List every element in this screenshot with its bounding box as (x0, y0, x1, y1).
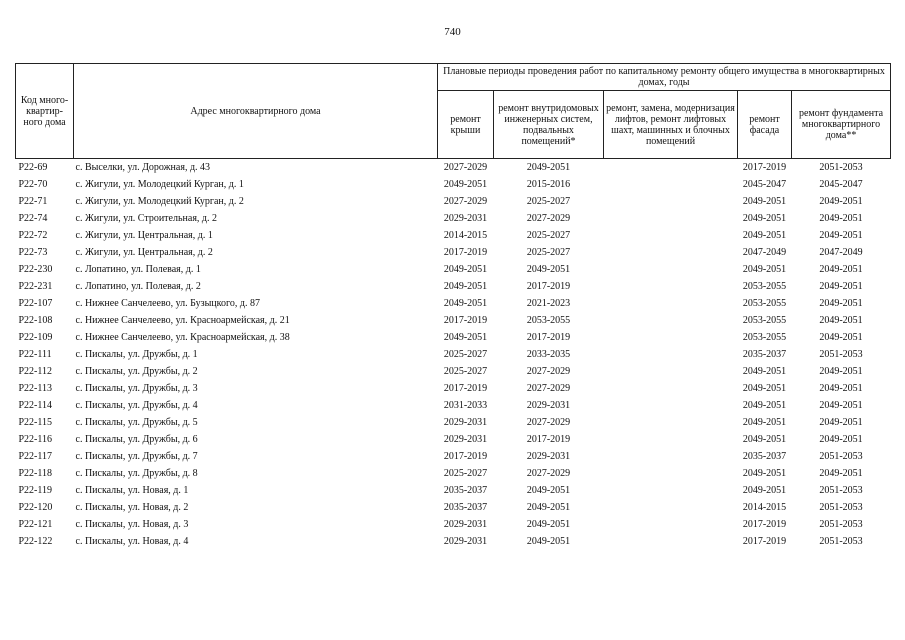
cell-address: с. Нижнее Санчелеево, ул. Красноармейская, д. 38 (75, 332, 290, 343)
cell-lifts-period (604, 261, 738, 278)
cell-facade-period: 2053-2055 (742, 332, 787, 343)
cell-building-code: Р22-70 (18, 179, 48, 190)
cell-lifts-period (604, 414, 738, 431)
cell-facade-period: 2053-2055 (742, 298, 787, 309)
header-planned-periods-group: Плановые периоды проведения работ по капитальному ремонту общего имущества в многоквартирных домах, годы (438, 64, 891, 91)
cell-building-code: Р22-231 (18, 281, 53, 292)
cell-foundation-period: 2049-2051 (819, 332, 863, 343)
table-row (16, 380, 891, 397)
cell-roof-period: 2029-2031 (443, 213, 488, 224)
cell-facade-period: 2053-2055 (742, 281, 787, 292)
cell-facade-period: 2049-2051 (742, 196, 787, 207)
cell-roof-period: 2025-2027 (443, 468, 488, 479)
cell-roof-period: 2025-2027 (443, 366, 488, 377)
cell-engineering-period: 2017-2019 (526, 332, 571, 343)
header-building-code: Код много-квартир-ного дома (16, 64, 74, 159)
cell-lifts-period (604, 499, 738, 516)
cell-roof-period: 2029-2031 (443, 417, 488, 428)
cell-foundation-period: 2049-2051 (819, 400, 863, 411)
cell-engineering-period: 2021-2023 (526, 298, 571, 309)
table-row (16, 431, 891, 448)
cell-building-code: Р22-111 (18, 349, 52, 360)
cell-lifts-period (604, 516, 738, 533)
cell-building-code: Р22-119 (18, 485, 53, 496)
cell-facade-period: 2045-2047 (742, 179, 787, 190)
cell-lifts-period (604, 465, 738, 482)
cell-address: с. Жигули, ул. Центральная, д. 2 (75, 247, 213, 258)
cell-address: с. Пискалы, ул. Новая, д. 2 (75, 502, 189, 513)
cell-facade-period: 2014-2015 (742, 502, 787, 513)
cell-foundation-period: 2049-2051 (819, 264, 863, 275)
table-row (16, 176, 891, 193)
cell-address: с. Жигули, ул. Молодецкий Курган, д. 1 (75, 179, 244, 190)
page-number: 740 (444, 26, 461, 38)
cell-engineering-period: 2049-2051 (526, 502, 571, 513)
cell-lifts-period (604, 397, 738, 414)
cell-lifts-period (604, 159, 738, 177)
cell-foundation-period: 2049-2051 (819, 230, 863, 241)
cell-roof-period: 2035-2037 (443, 502, 488, 513)
cell-facade-period: 2049-2051 (742, 417, 787, 428)
cell-foundation-period: 2049-2051 (819, 281, 863, 292)
cell-foundation-period: 2049-2051 (819, 383, 863, 394)
table-row (16, 210, 891, 227)
cell-roof-period: 2049-2051 (443, 281, 488, 292)
cell-lifts-period (604, 431, 738, 448)
cell-roof-period: 2017-2019 (443, 451, 488, 462)
cell-facade-period: 2049-2051 (742, 434, 787, 445)
table-row (16, 533, 891, 550)
cell-engineering-period: 2027-2029 (526, 366, 571, 377)
cell-address: с. Пискалы, ул. Дружбы, д. 8 (75, 468, 198, 479)
table-row (16, 329, 891, 346)
cell-roof-period: 2027-2029 (443, 196, 488, 207)
header-lift-repair: ремонт, замена, модернизация лифтов, ремонт лифтовых шахт, машинных и блочных помещений (604, 91, 738, 159)
cell-facade-period: 2047-2049 (742, 247, 787, 258)
cell-roof-period: 2029-2031 (443, 519, 488, 530)
cell-foundation-period: 2049-2051 (819, 468, 863, 479)
cell-facade-period: 2035-2037 (742, 451, 787, 462)
cell-lifts-period (604, 329, 738, 346)
cell-lifts-period (604, 210, 738, 227)
header-facade-repair: ремонт фасада (738, 91, 792, 159)
cell-address: с. Пискалы, ул. Дружбы, д. 1 (75, 349, 198, 360)
cell-engineering-period: 2049-2051 (526, 519, 571, 530)
cell-building-code: Р22-116 (18, 434, 53, 445)
cell-lifts-period (604, 244, 738, 261)
cell-engineering-period: 2027-2029 (526, 383, 571, 394)
cell-building-code: Р22-121 (18, 519, 53, 530)
cell-foundation-period: 2051-2053 (792, 159, 891, 177)
cell-roof-period: 2014-2015 (443, 230, 488, 241)
cell-engineering-period: 2033-2035 (526, 349, 571, 360)
cell-lifts-period (604, 363, 738, 380)
cell-building-code: Р22-114 (18, 400, 53, 411)
cell-roof-period: 2049-2051 (443, 298, 488, 309)
header-engineering-systems-repair: ремонт внутридомовых инженерных систем, подвальных помещений* (494, 91, 604, 159)
cell-facade-period: 2049-2051 (742, 230, 787, 241)
cell-address: с. Пискалы, ул. Дружбы, д. 7 (75, 451, 198, 462)
cell-lifts-period (604, 312, 738, 329)
cell-facade-period: 2035-2037 (742, 349, 787, 360)
cell-address: с. Жигули, ул. Строительная, д. 2 (75, 213, 218, 224)
cell-roof-period: 2025-2027 (443, 349, 488, 360)
cell-address: с. Пискалы, ул. Дружбы, д. 5 (75, 417, 198, 428)
cell-foundation-period: 2051-2053 (819, 536, 863, 547)
cell-foundation-period: 2051-2053 (819, 485, 863, 496)
cell-roof-period: 2017-2019 (443, 383, 488, 394)
cell-building-code: Р22-120 (18, 502, 53, 513)
table-row (16, 397, 891, 414)
cell-address: с. Жигули, ул. Центральная, д. 1 (75, 230, 213, 241)
cell-address: с. Лопатино, ул. Полевая, д. 2 (75, 281, 201, 292)
cell-roof-period: 2049-2051 (443, 332, 488, 343)
cell-lifts-period (604, 295, 738, 312)
cell-roof-period: 2049-2051 (443, 264, 488, 275)
cell-building-code: Р22-115 (18, 417, 53, 428)
table-row (16, 346, 891, 363)
cell-facade-period: 2049-2051 (742, 366, 787, 377)
table-row (16, 261, 891, 278)
cell-building-code: Р22-118 (18, 468, 53, 479)
cell-engineering-period: 2017-2019 (526, 281, 571, 292)
cell-facade-period: 2049-2051 (742, 264, 787, 275)
cell-foundation-period: 2049-2051 (819, 298, 863, 309)
header-address: Адрес многоквартирного дома (74, 64, 438, 159)
cell-building-code: Р22-113 (18, 383, 53, 394)
cell-foundation-period: 2051-2053 (819, 349, 863, 360)
cell-building-code: Р22-74 (18, 213, 48, 224)
cell-engineering-period: 2015-2016 (526, 179, 571, 190)
cell-building-code: Р22-108 (18, 315, 53, 326)
table-row (16, 448, 891, 465)
cell-lifts-period (604, 227, 738, 244)
cell-engineering-period: 2029-2031 (526, 451, 571, 462)
cell-engineering-period: 2049-2051 (494, 159, 604, 177)
cell-lifts-period (604, 278, 738, 295)
cell-engineering-period: 2025-2027 (526, 196, 571, 207)
cell-foundation-period: 2047-2049 (819, 247, 863, 258)
cell-foundation-period: 2049-2051 (819, 213, 863, 224)
cell-lifts-period (604, 193, 738, 210)
cell-address: с. Пискалы, ул. Дружбы, д. 4 (75, 400, 198, 411)
cell-roof-period: 2029-2031 (443, 536, 488, 547)
cell-roof-period: 2035-2037 (443, 485, 488, 496)
cell-building-code: Р22-72 (18, 230, 48, 241)
table-row (16, 482, 891, 499)
cell-building-code: Р22-73 (18, 247, 48, 258)
cell-engineering-period: 2049-2051 (526, 264, 571, 275)
header-roof-repair: ремонт крыши (438, 91, 494, 159)
cell-engineering-period: 2049-2051 (526, 485, 571, 496)
cell-building-code: Р22-69 (16, 159, 74, 177)
cell-engineering-period: 2027-2029 (526, 468, 571, 479)
table-row (16, 278, 891, 295)
table-row (16, 414, 891, 431)
cell-lifts-period (604, 482, 738, 499)
cell-facade-period: 2017-2019 (738, 159, 792, 177)
cell-address: с. Нижнее Санчелеево, ул. Красноармейская, д. 21 (75, 315, 290, 326)
cell-facade-period: 2017-2019 (742, 519, 787, 530)
cell-building-code: Р22-71 (18, 196, 48, 207)
cell-foundation-period: 2049-2051 (819, 315, 863, 326)
cell-facade-period: 2053-2055 (742, 315, 787, 326)
cell-building-code: Р22-107 (18, 298, 53, 309)
cell-lifts-period (604, 448, 738, 465)
cell-foundation-period: 2049-2051 (819, 366, 863, 377)
cell-facade-period: 2049-2051 (742, 213, 787, 224)
table-row (16, 244, 891, 261)
table-row (16, 465, 891, 482)
cell-foundation-period: 2051-2053 (819, 502, 863, 513)
cell-lifts-period (604, 533, 738, 550)
cell-facade-period: 2049-2051 (742, 468, 787, 479)
cell-address: с. Пискалы, ул. Новая, д. 1 (75, 485, 189, 496)
cell-building-code: Р22-112 (18, 366, 53, 377)
cell-facade-period: 2049-2051 (742, 383, 787, 394)
table-row (16, 159, 891, 177)
cell-building-code: Р22-117 (18, 451, 53, 462)
cell-building-code: Р22-109 (18, 332, 53, 343)
cell-foundation-period: 2049-2051 (819, 434, 863, 445)
cell-roof-period: 2017-2019 (443, 315, 488, 326)
cell-engineering-period: 2049-2051 (526, 536, 571, 547)
table-row (16, 363, 891, 380)
cell-engineering-period: 2025-2027 (526, 247, 571, 258)
cell-engineering-period: 2017-2019 (526, 434, 571, 445)
cell-roof-period: 2031-2033 (443, 400, 488, 411)
table-row (16, 499, 891, 516)
cell-engineering-period: 2027-2029 (526, 213, 571, 224)
cell-facade-period: 2017-2019 (742, 536, 787, 547)
cell-address: с. Пискалы, ул. Дружбы, д. 2 (75, 366, 198, 377)
table-row (16, 227, 891, 244)
cell-facade-period: 2049-2051 (742, 485, 787, 496)
table-row (16, 193, 891, 210)
header-foundation-repair: ремонт фундамента многоквартирного дома** (792, 91, 891, 159)
cell-engineering-period: 2025-2027 (526, 230, 571, 241)
cell-foundation-period: 2049-2051 (819, 196, 863, 207)
cell-foundation-period: 2045-2047 (819, 179, 863, 190)
cell-building-code: Р22-230 (18, 264, 53, 275)
cell-lifts-period (604, 380, 738, 397)
cell-address: с. Жигули, ул. Молодецкий Курган, д. 2 (75, 196, 244, 207)
cell-address: с. Лопатино, ул. Полевая, д. 1 (75, 264, 201, 275)
cell-foundation-period: 2051-2053 (819, 519, 863, 530)
cell-foundation-period: 2051-2053 (819, 451, 863, 462)
cell-address: с. Выселки, ул. Дорожная, д. 43 (74, 159, 438, 177)
cell-roof-period: 2029-2031 (443, 434, 488, 445)
cell-lifts-period (604, 176, 738, 193)
cell-roof-period: 2027-2029 (438, 159, 494, 177)
table-row (16, 312, 891, 329)
cell-facade-period: 2049-2051 (742, 400, 787, 411)
cell-roof-period: 2017-2019 (443, 247, 488, 258)
cell-address: с. Пискалы, ул. Новая, д. 4 (75, 536, 189, 547)
cell-address: с. Пискалы, ул. Новая, д. 3 (75, 519, 189, 530)
cell-engineering-period: 2053-2055 (526, 315, 571, 326)
cell-roof-period: 2049-2051 (443, 179, 488, 190)
cell-building-code: Р22-122 (18, 536, 53, 547)
cell-foundation-period: 2049-2051 (819, 417, 863, 428)
cell-lifts-period (604, 346, 738, 363)
cell-address: с. Нижнее Санчелеево, ул. Бузыцкого, д. 87 (75, 298, 260, 309)
cell-address: с. Пискалы, ул. Дружбы, д. 6 (75, 434, 198, 445)
cell-address: с. Пискалы, ул. Дружбы, д. 3 (75, 383, 198, 394)
capital-repair-schedule-table (15, 63, 891, 550)
table-row (16, 295, 891, 312)
cell-engineering-period: 2027-2029 (526, 417, 571, 428)
cell-engineering-period: 2029-2031 (526, 400, 571, 411)
table-row (16, 516, 891, 533)
table-body (16, 159, 891, 551)
